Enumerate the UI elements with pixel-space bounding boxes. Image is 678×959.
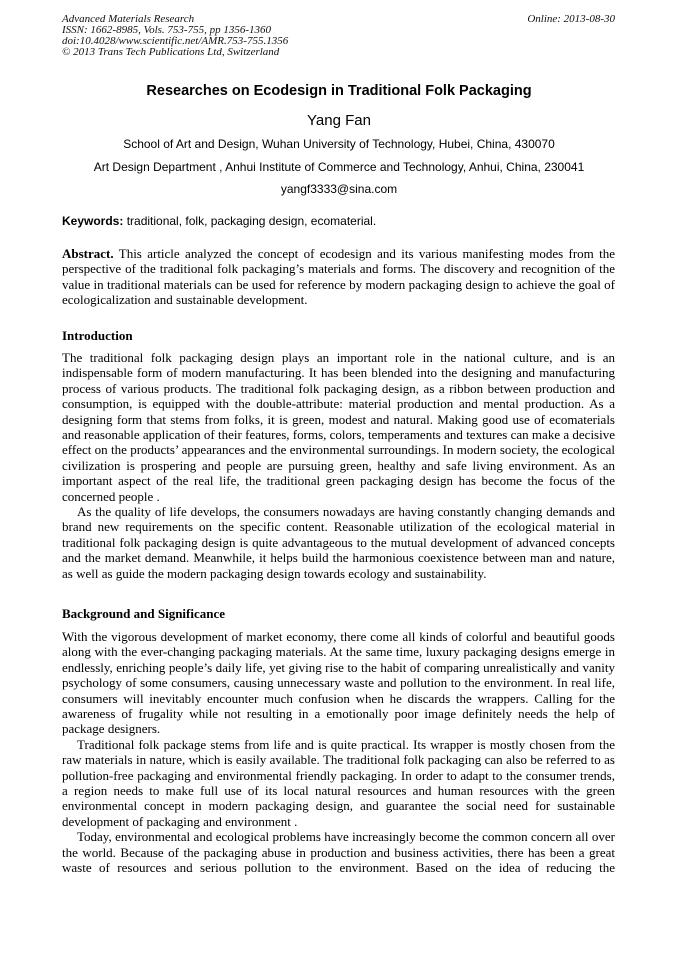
abstract-text: This article analyzed the concept of ecodesign and its various manifesting modes from the perspective of the traditional folk packaging’s materials and forms. The discovery and recognition of the value in traditional materials can be used for reference by modern packaging design to achieve the goal of ecologicalization and sustainable development. [62,246,615,308]
section-heading-introduction: Introduction [62,328,133,343]
keywords-text: traditional, folk, packaging design, ecomaterial. [123,214,377,228]
introduction-body [62,350,615,581]
paragraph: Traditional folk package stems from life and is quite practical. Its wrapper is mostly chosen from the raw materials in nature, which is easily available. The traditional folk packaging can also be referred to as pollution-free packaging and environmental friendly packaging. In order to adapt to the consumer trends, a region needs to make full use of its local natural resources and human resources with the green environmental concept in modern packaging design, and guarantee the social need for sustainable development of packaging and environment . [62,736,615,829]
author-email: yangf3333@sina.com [280,182,398,196]
keywords [62,214,376,228]
abstract-label: Abstract. [62,246,114,261]
journal-header [62,14,288,58]
paper-title: Researches on Ecodesign in Traditional Folk Packaging [146,83,532,99]
issn-line: ISSN: 1662-8985, Vols. 753-755, pp 1356-1360 [62,24,271,36]
abstract [62,246,615,308]
affiliation-1: School of Art and Design, Wuhan University of Technology, Hubei, China, 430070 [123,137,555,151]
online-date: Online: 2013-08-30 [527,13,615,25]
background-body [62,629,615,876]
journal-name: Advanced Materials Research [62,13,195,25]
paragraph: Today, environmental and ecological problems have increasingly become the common concern all over the world. Because of the packaging abuse in production and business activities, there has been a great waste of resources and serious pollution to the environment. Based on the idea of reducing the [62,829,615,876]
affiliation-2: Art Design Department , Anhui Institute of Commerce and Technology, Anhui, China, 230041 [93,160,585,174]
paragraph: The traditional folk packaging design plays an important role in the national culture, and is an indispensable form of modern manufacturing. It has been blended into the designing and manufacturing process of various products. The traditional folk packaging design, as a ribbon between production and consumption, is equipped with the double-attribute: material production and mental production. As a designing form that stems from folks, it is green, modest and natural. Making good use of ecomaterials and reasonable application of their features, forms, colors, temperaments and textures can make a decisive effect on the products’ appearances and the environmental surroundings. In modern society, the ecological civilization is prospering and people are pursuing green, healthy and safe living environment. As an important aspect of the real life, the traditional green packaging design has become the focus of the concerned people . [62,350,615,504]
copyright-line: © 2013 Trans Tech Publications Ltd, Switzerland [62,46,280,58]
doi-line: doi:10.4028/www.scientific.net/AMR.753-755.1356 [62,35,289,47]
section-heading-background: Background and Significance [62,606,226,621]
paragraph: With the vigorous development of market economy, there come all kinds of colorful and beautiful goods along with the ever-changing packaging materials. At the same time, luxury packaging designs emerge in endlessly, enriching people’s daily life, yet giving rise to the habit of comparing unrealistically and vanity psychology of some consumers, causing unnecessary waste and pollution to the environment. In real life, consumers will inevitably encounter much confusion when he discards the wrappers. Calling for the awareness of frugality while not resulting in a emotionally poor image definitely needs the help of package designers. [62,629,615,737]
author-name: Yang Fan [307,112,371,129]
keywords-label: Keywords: [62,214,124,228]
paragraph: As the quality of life develops, the consumers nowadays are having constantly changing demands and brand new requirements on the specific content. Reasonable utilization of the ecological material in traditional folk packaging design is quite advantageous to the mutual development of advanced concepts and the market demand. Meanwhile, it helps build the harmonious coexistence between man and nature, as well as guide the modern packaging design towards ecology and sustainability. [62,504,615,581]
